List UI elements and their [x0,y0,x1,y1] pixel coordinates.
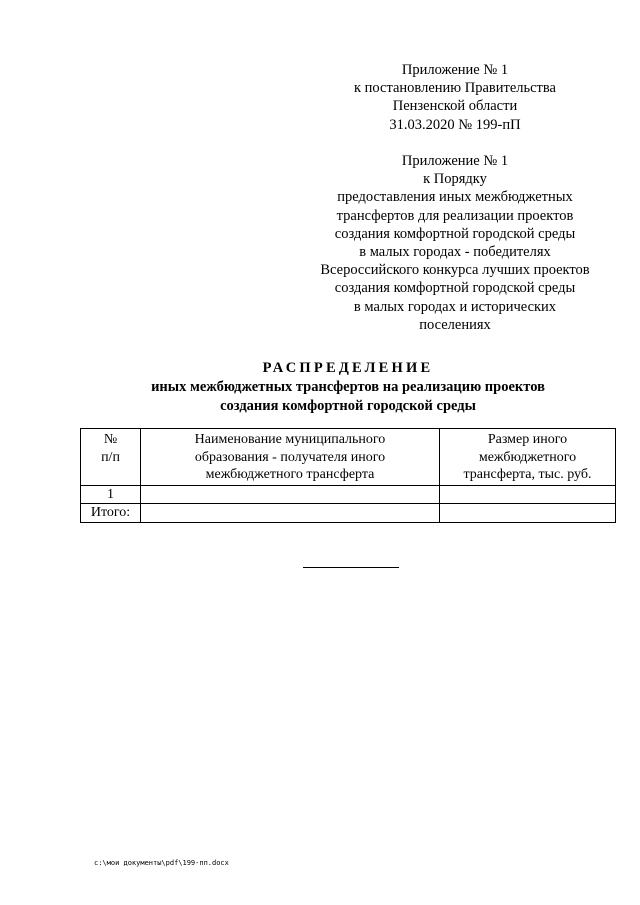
table-cell [141,485,440,504]
document-subtitle: создания комфортной городской среды [220,398,476,414]
document-heading [80,359,616,416]
appendix-decree-line: к постановлению Правительства [354,80,556,97]
appendix-order-line: в малых городах - победителях [359,244,551,261]
appendix-order-line: Всероссийского конкурса лучших проектов [320,262,590,279]
appendix-order-line: в малых городах и исторических [353,298,557,315]
appendix-order-line: трансфертов для реализации проектов [336,207,574,224]
appendix-decree-date: 31.03.2020 № 199-пП [389,116,521,133]
column-header-number: № п/п [81,429,141,486]
appendix-order-line: предоставления иных межбюджетных [337,189,573,206]
appendix-order-line: к Порядку [423,171,487,188]
appendix-order-line: создания комфортной городской среды [334,280,576,297]
column-header-amount: Размер иного межбюджетного трансферта, тыс. руб. [440,429,616,486]
table-cell [141,504,440,523]
appendix-decree-line: Пензенской области [392,98,518,115]
separator-line [303,567,399,568]
table-row [81,485,616,504]
table-cell: Итого: [81,504,141,523]
appendix-order-block [300,152,610,334]
distribution-table [80,428,616,523]
table-cell [440,504,616,523]
appendix-order-line: Приложение № 1 [401,153,509,169]
document-title: РАСПРЕДЕЛЕНИЕ [262,360,434,376]
column-header-municipality: Наименование муниципального образования - получателя иного межбюджетного трансферта [141,429,440,486]
table-header-row [81,429,616,486]
document-subtitle: иных межбюджетных трансфертов на реализацию проектов [151,379,545,395]
appendix-order-line: создания комфортной городской среды [334,225,576,242]
table-cell: 1 [81,485,141,504]
appendix-order-line: поселениях [419,316,491,333]
file-path-footer: c:\мои документы\pdf\199-пп.docx [94,859,229,867]
appendix-decree-line: Приложение № 1 [401,62,509,78]
table-total-row [81,504,616,523]
table-cell [440,485,616,504]
appendix-decree-block [300,61,610,134]
